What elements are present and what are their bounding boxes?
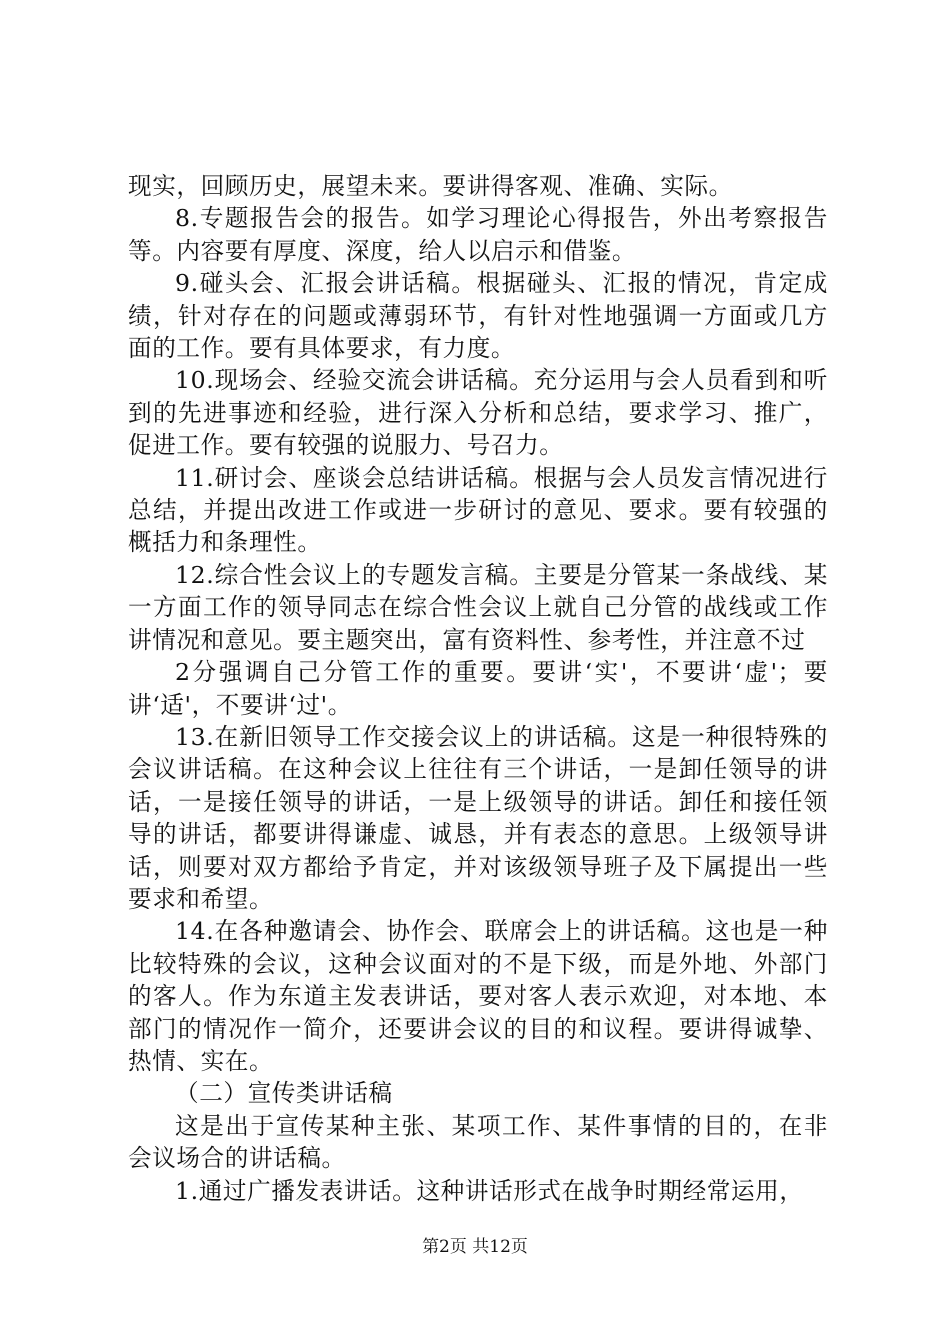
- paragraph-item-9: 9.碰头会、汇报会讲话稿。根据碰头、汇报的情况，肯定成绩，针对存在的问题或薄弱环节，有针对性地强调一方面或几方面的工作。要有具体要求，有力度。: [128, 269, 828, 363]
- paragraph-item-8: 8.专题报告会的报告。如学习理论心得报告，外出考察报告等。内容要有厚度、深度，给人以启示和借鉴。: [128, 204, 828, 265]
- page-number-footer: 第2页 共12页: [422, 1237, 528, 1257]
- paragraph-item-10: 10.现场会、经验交流会讲话稿。充分运用与会人员看到和听到的先进事迹和经验，进行深入分析和总结，要求学习、推广，促进工作。要有较强的说服力、号召力。: [128, 366, 828, 460]
- section-heading: （二）宣传类讲话稿: [175, 1079, 393, 1108]
- document-body: [128, 170, 828, 1207]
- paragraph-item-12-continued: 2分强调自己分管工作的重要。要讲‘实'，不要讲‘虚'；要讲‘适'，不要讲‘过'。: [128, 658, 828, 719]
- section-intro-paragraph: 这是出于宣传某种主张、某项工作、某件事情的目的，在非会议场合的讲话稿。: [128, 1111, 828, 1173]
- paragraph-item-11: 11.研讨会、座谈会总结讲话稿。根据与会人员发言情况进行总结，并提出改进工作或进一步研讨的意见、要求。要有较强的概括力和条理性。: [128, 463, 828, 557]
- paragraph-item-13: 13.在新旧领导工作交接会议上的讲话稿。这是一种很特殊的会议讲话稿。在这种会议上往往有三个讲话，一是卸任领导的讲话，一是接任领导的讲话，一是上级领导的讲话。卸任和接任领导的讲话，都要讲得谦虚、诚恳，并有表态的意思。上级领导讲话，则要对双方都给予肯定，并对该级领导班子及下属提出一些要求和希望。: [128, 722, 828, 913]
- paragraph-item-12: 12.综合性会议上的专题发言稿。主要是分管某一条战线、某一方面工作的领导同志在综合性会议上就自己分管的战线或工作讲情况和意见。要主题突出，富有资料性、参考性，并注意不过: [128, 560, 828, 654]
- paragraph-continuation: 现实，回顾历史，展望未来。要讲得客观、准确、实际。: [128, 172, 733, 200]
- paragraph-item-14: 14.在各种邀请会、协作会、联席会上的讲话稿。这也是一种比较特殊的会议，这种会议面对的不是下级，而是外地、外部门的客人。作为东道主发表讲话，要对客人表示欢迎，对本地、本部门的情况作一简介，还要讲会议的目的和议程。要讲得诚挚、热情、实在。: [128, 917, 828, 1075]
- paragraph-section-item-1: 1.通过广播发表讲话。这种讲话形式在战争时期经常运用，: [175, 1176, 804, 1205]
